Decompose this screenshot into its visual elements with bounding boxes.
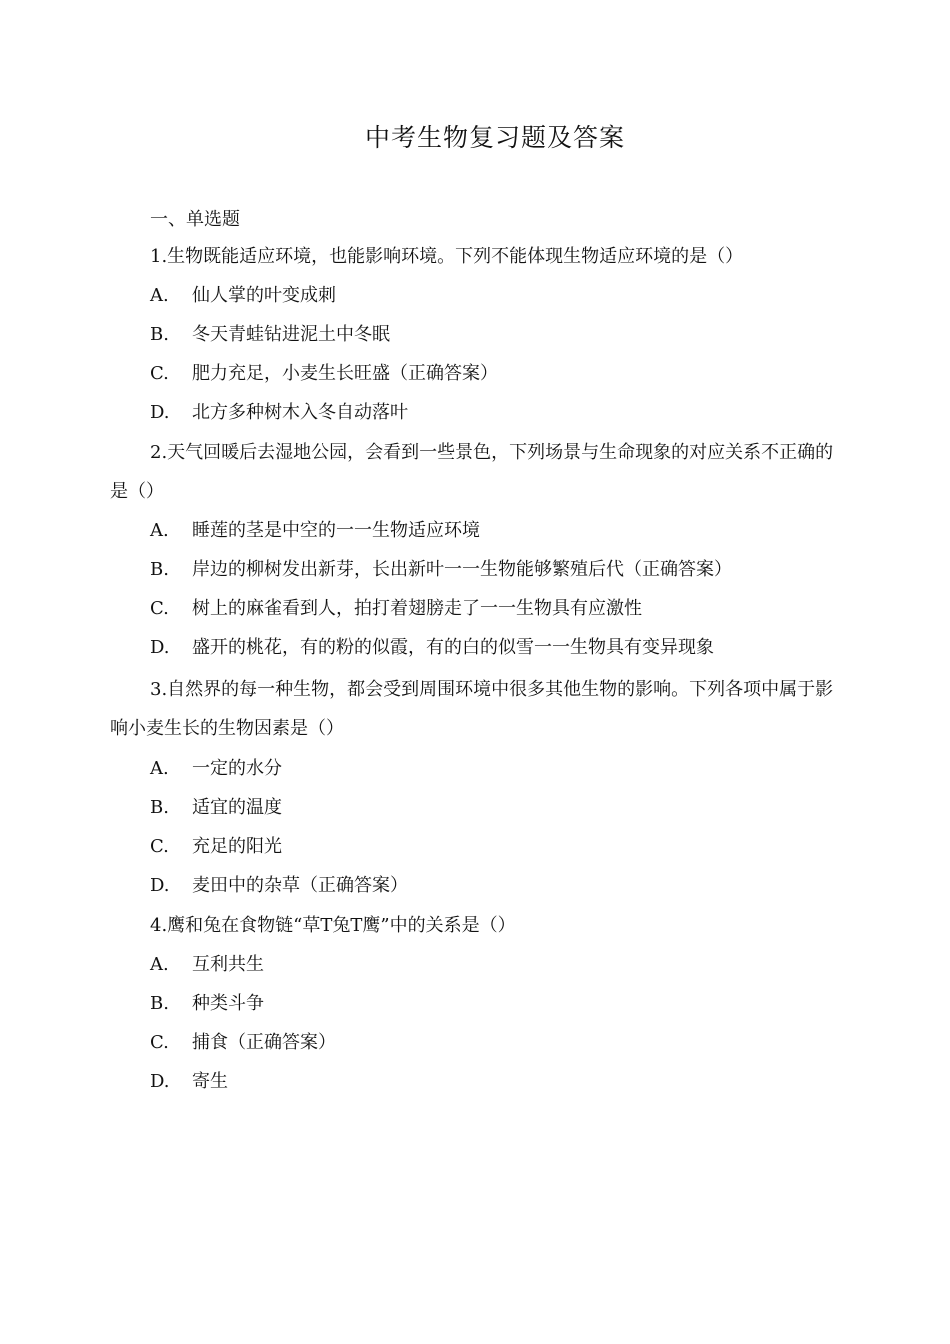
option-letter: A. (150, 758, 169, 779)
option-letter: D. (150, 875, 170, 896)
option-letter: A. (150, 520, 169, 541)
option-letter: C. (150, 836, 169, 857)
question-3-stem: 3.自然界的每一种生物，都会受到周围环境中很多其他生物的影响。下列各项中属于影响小麦生长的生物因素是（） (110, 679, 834, 739)
question-4-option-c (150, 1031, 336, 1055)
option-text: 麦田中的杂草（正确答案） (192, 875, 408, 896)
question-2-option-c (150, 597, 642, 621)
question-3-option-d (150, 874, 408, 898)
question-3-option-c (150, 835, 282, 859)
option-letter: C. (150, 363, 169, 384)
question-4-option-d (150, 1070, 228, 1094)
option-text: 寄生 (192, 1071, 228, 1092)
option-text: 互利共生 (192, 954, 264, 975)
option-letter: B. (150, 559, 169, 580)
question-3-option-a (150, 757, 282, 781)
option-text: 种类斗争 (192, 993, 264, 1014)
question-2-stem: 2.天气回暖后去湿地公园，会看到一些景色，下列场景与生命现象的对应关系不正确的是（） (110, 442, 834, 502)
question-2-option-b (150, 558, 732, 582)
option-letter: A. (150, 954, 169, 975)
page-title: 中考生物复习题及答案 (364, 123, 625, 152)
question-1-option-c (150, 362, 498, 386)
option-letter: C. (150, 1032, 169, 1053)
option-text: 一定的水分 (192, 758, 282, 779)
question-1-stem: 1.生物既能适应环境，也能影响环境。下列不能体现生物适应环境的是（） (150, 246, 744, 267)
section-heading: 一、单选题 (150, 209, 240, 230)
option-text: 捕食（正确答案） (192, 1032, 336, 1053)
option-text: 树上的麻雀看到人，拍打着翅膀走了一一生物具有应激性 (192, 598, 642, 619)
option-text: 仙人掌的叶变成刺 (192, 285, 336, 306)
question-2-option-a (150, 519, 480, 543)
question-2-option-d (150, 636, 714, 660)
option-letter: C. (150, 598, 169, 619)
question-1-option-a (150, 284, 336, 308)
option-letter: B. (150, 324, 169, 345)
option-text: 岸边的柳树发出新芽，长出新叶一一生物能够繁殖后代（正确答案） (192, 559, 732, 580)
option-letter: A. (150, 285, 169, 306)
question-3-option-b (150, 796, 282, 820)
question-4-stem: 4.鹰和兔在食物链“草T兔T鹰”中的关系是（） (150, 915, 516, 936)
question-1-option-d (150, 401, 408, 425)
option-text: 充足的阳光 (192, 836, 282, 857)
option-text: 盛开的桃花，有的粉的似霞，有的白的似雪一一生物具有变异现象 (192, 637, 714, 658)
option-text: 肥力充足，小麦生长旺盛（正确答案） (192, 363, 498, 384)
option-text: 冬天青蛙钻进泥土中冬眠 (192, 324, 390, 345)
option-text: 适宜的温度 (192, 797, 282, 818)
question-4-option-a (150, 953, 264, 977)
option-text: 睡莲的茎是中空的一一生物适应环境 (192, 520, 480, 541)
option-letter: D. (150, 1071, 170, 1092)
question-4-option-b (150, 992, 264, 1016)
option-letter: D. (150, 637, 170, 658)
option-letter: B. (150, 993, 169, 1014)
option-letter: D. (150, 402, 170, 423)
option-letter: B. (150, 797, 169, 818)
option-text: 北方多种树木入冬自动落叶 (192, 402, 408, 423)
question-1-option-b (150, 323, 390, 347)
